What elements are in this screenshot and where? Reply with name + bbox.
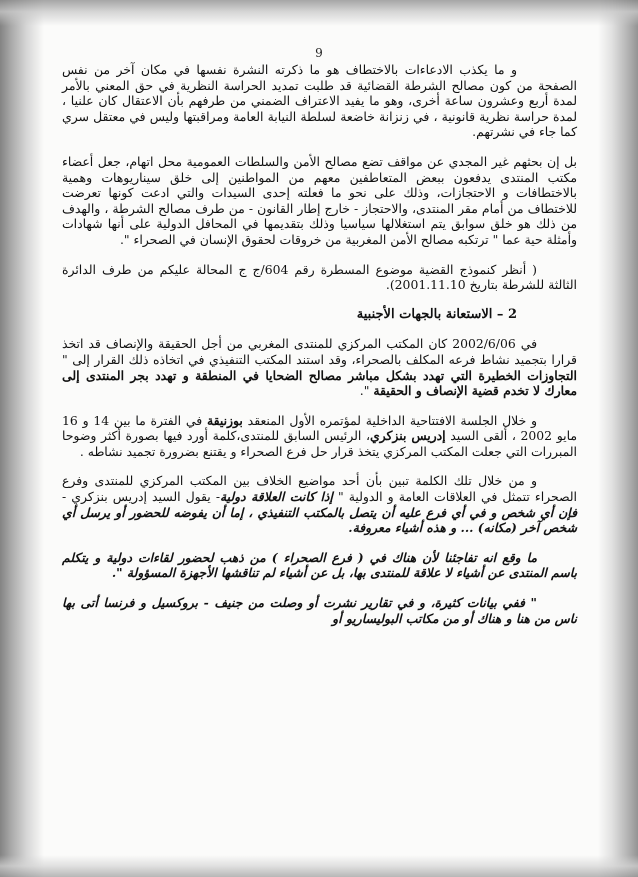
freeze-intro-text: في 2002/6/06 كان المكتب المركزي للمنتدى المغربي من أجل الحقيقة والإنصاف قد اتخذ قرارا بتجميد نشاط فرعه المكلف بالصحراء، وقد استند المكتب التنفيذي في اتخاذه ذلك القرار إلى " xyxy=(62,336,577,367)
freeze-quote-bold: التجاوزات الخطيرة التي تهدد بشكل مباشر مصالح الضحايا في المنطقة و تهدد بجر المنتدى إلى معارك لا تخدم قضية الإنصاف و الحقيقة xyxy=(62,367,577,399)
congress-end-text: ، الرئيس السابق للمنتدى،كلمة أورد فيها بصورة أكثر وضوحا المبررات التي جعلت المكتب المركزي يتخذ قرار حل فرع الصحراء و يقتنع بضرورة تجميد نشاطه . xyxy=(62,428,577,459)
paragraph-reports-quote: " ففي بيانات كثيرة، و في تقارير نشرت أو وصلت من جنيف - بروكسيل و فرنسا أتى بها ناس من هنا و هناك أو من مكاتب البوليساريو أو xyxy=(62,595,577,626)
relations-attribution: - يقول السيد إدريس بنزكري - xyxy=(62,489,221,505)
scan-shadow-top xyxy=(0,0,638,26)
paragraph-international-relations xyxy=(62,473,577,535)
relations-quote-bold-1: إذا كانت العلاقة دولية xyxy=(220,489,333,505)
relations-intro-text: و من خلال تلك الكلمة تبين بأن أحد مواضيع الخلاف بين المكتب المركزي للمنتدى وفرع الصحراء تتمثل في العلاقات العامة و الدولية " xyxy=(62,473,577,505)
section-heading-foreign-parties: 2 – الاستعانة بالجهات الأجنبية xyxy=(356,306,517,322)
page-number: 9 xyxy=(315,46,323,60)
paragraph-police-custody: و ما يكذب الادعاءات بالاختطاف هو ما ذكرته النشرة نفسها في مكان آخر من نفس الصفحة من كون مصالح الشرطة القضائية قد طلبت تمديد الحراسة النظرية في حق المعني بالأمر لمدة أربع وعشرون ساعة أخرى، وهو ما يفيد الاعتراف الضمني من طرفهم بأن الاعتقال كان علنيا ، لمدة حراسة نظرية قانونية ، في زنزانة خاضعة لسلطة النيابة العامة ومراقبتها وليس في معتقل سري كما جاء في نشرتهم. xyxy=(62,62,577,140)
paragraph-freeze-decision xyxy=(62,336,577,398)
congress-place: بوزنيقة xyxy=(206,412,243,428)
congress-middle-text: في الفترة ما بين 14 و 16 مايو 2002 ، ألقى السيد xyxy=(62,412,577,444)
paragraph-congress-session xyxy=(62,413,577,460)
scan-shadow-bottom xyxy=(0,855,638,877)
document-body xyxy=(62,62,577,640)
paragraph-case-reference: ( أنظر كنموذج القضية موضوع المسطرة رقم 604/ج ج المحالة عليكم من طرف الدائرة الثالثة للشرطة بتاريخ 2001.11.10). xyxy=(62,261,577,293)
paragraph-fake-scenarios: بل إن بحثهم غير المجدي عن مواقف تضع مصالح الأمن والسلطات العمومية محل اتهام، جعل أعضاء مكتب المنتدى يدفعون ببعض المتعاطفين معهم من المواطنين إلى خلق سيناريوهات وهمية بالاختطافات و الاحتجازات، وذلك على نحو ما فعلته إحدى السيدات والتي ادعت كونها تعرضت للاختطاف من أمام مقر المنتدى، والاحتجاز - خارج إطار القانون - من طرف مصالح الشرطة ، والهدف من ذلك هو خلق سوابق يتم استغلالها سياسيا وذلك بتقديمها في المحافل الدولية على أنها شهادات وأمثلة حية عما " ترتكبه مصالح الأمن المغربية من خروقات لحقوق الإنسان في الصحراء ". xyxy=(62,153,577,247)
relations-quote-bold-2: فإن أي شخص و في أي فرع عليه أن يتصل بالمكتب التنفيذي ، إما أن يفوضه للحضور أو يرسل أي شخص آخر (مكانه) ... و هذه أشياء معروفة. xyxy=(62,504,577,536)
freeze-quote-end: ". xyxy=(359,383,374,399)
speaker-name: إدريس بنزكري xyxy=(369,428,446,444)
scan-shadow-right xyxy=(598,0,638,877)
scan-shadow-left xyxy=(0,0,44,877)
paragraph-surprise-quote: ما وقع انه تفاجئنا لأن هناك في ( فرع الصحراء ) من ذهب لحضور لقاءات دولية و يتكلم باسم المنتدى عن أشياء لا علاقة للمنتدى بها، بل عن أشياء لم تناقشها الأجهزة المسؤولة ". xyxy=(62,549,577,581)
congress-intro-text: و خلال الجلسة الافتتاحية الداخلية لمؤتمره الأول المنعقد xyxy=(242,412,537,428)
